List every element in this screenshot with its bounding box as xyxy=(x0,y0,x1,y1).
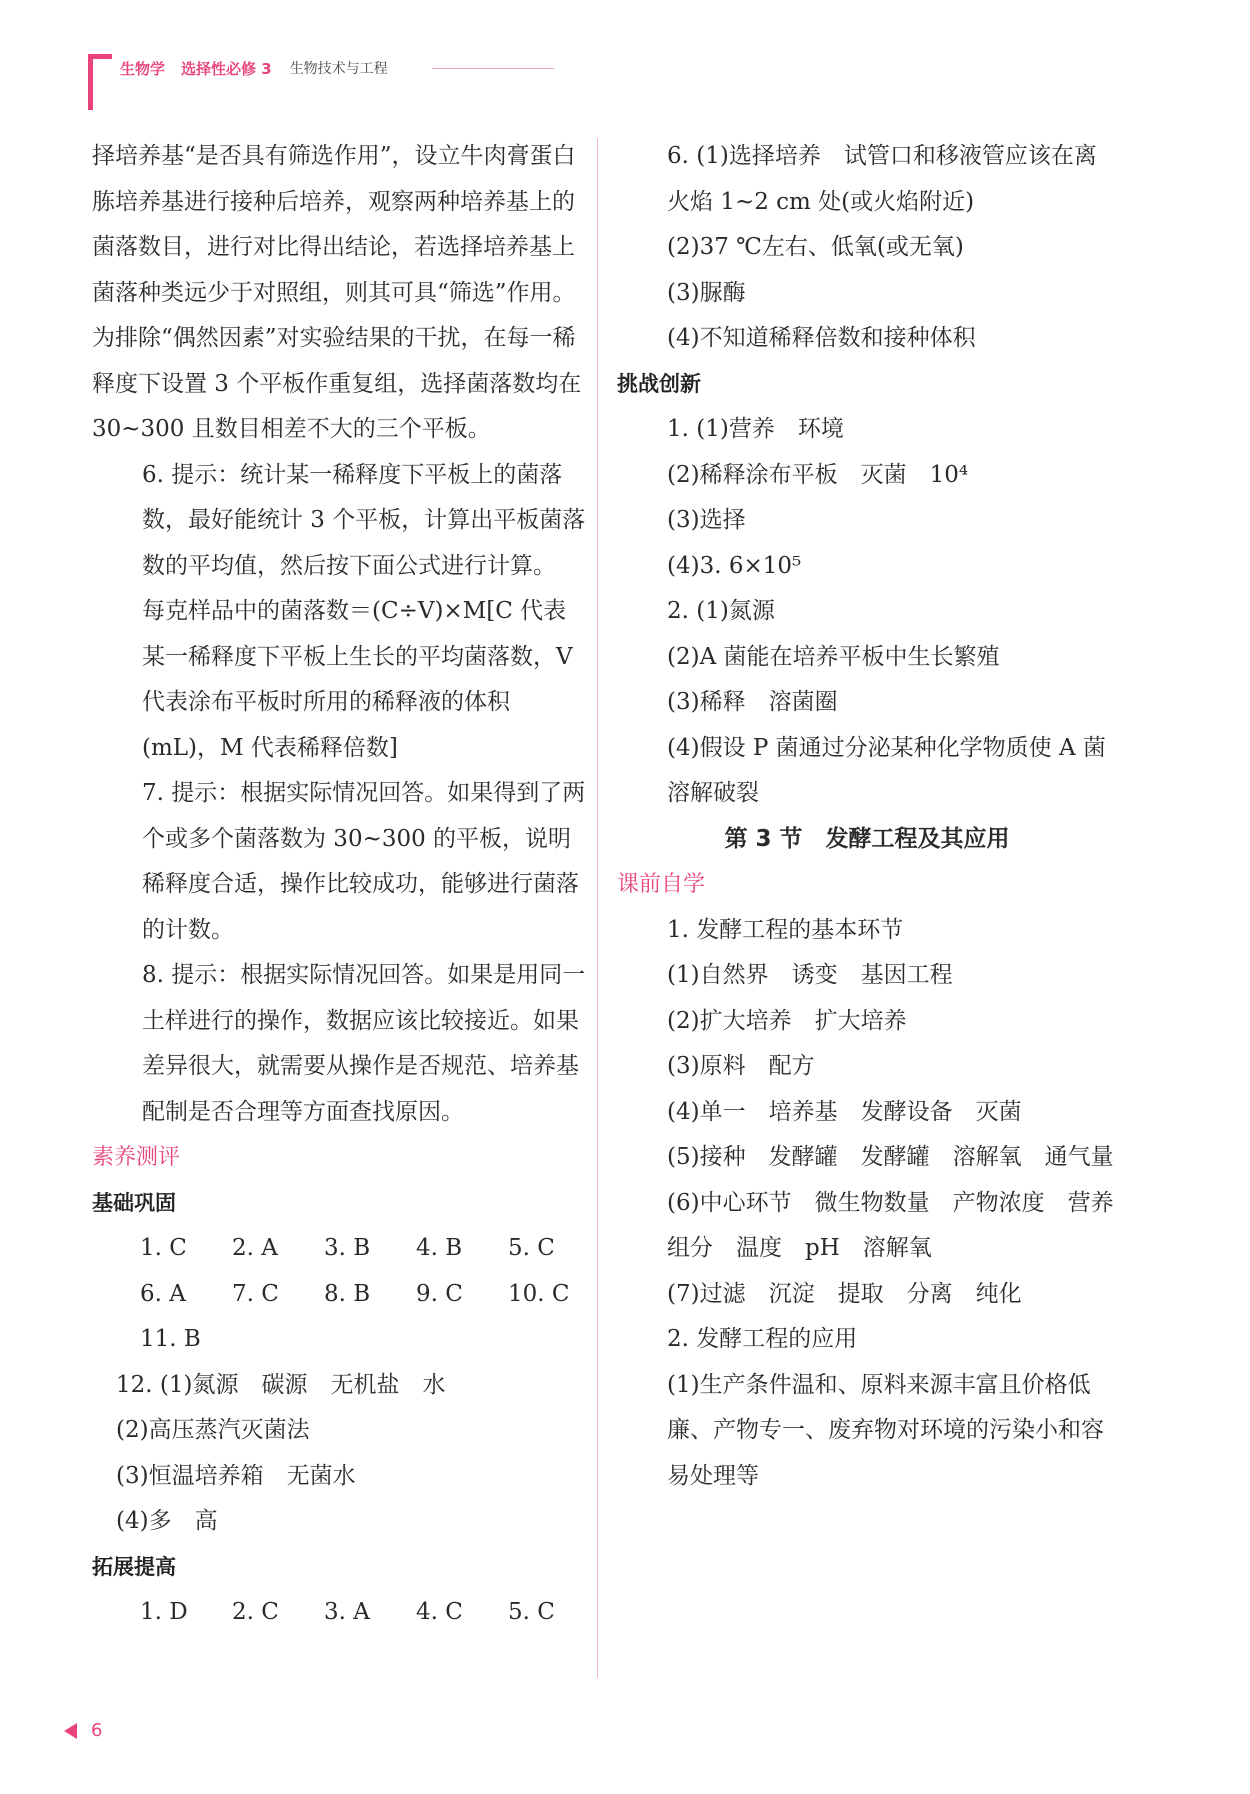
answer-grid-jichu-row3 xyxy=(92,1317,588,1363)
answer-grid-jichu-row2 xyxy=(92,1272,588,1318)
column-divider xyxy=(597,138,598,1678)
header-rule xyxy=(432,68,554,69)
answer-item: 4. B xyxy=(416,1235,463,1261)
answer-paragraph-5-cont: 择培养基“是否具有筛选作用”，设立牛肉膏蛋白胨培养基进行接种后培养，观察两种培养基上的菌落数目，进行对比得出结论，若选择培养基上菌落种类远少于对照组，则其可具“筛选”作用。为排除“偶然因素”对实验结果的干扰，在每一稀释度下设置 3 个平板作重复组，选择菌落数均在 30~300 且数目相差不大的三个平板。 xyxy=(92,143,582,442)
header-corner-mark-top xyxy=(88,54,112,59)
answer-item: 1. D xyxy=(140,1599,188,1625)
answer-6-4: (4)不知道稀释倍数和接种体积 xyxy=(667,325,976,351)
answer-item: 2. C xyxy=(232,1599,279,1625)
challenge-1-4: (4)3. 6×10⁵ xyxy=(667,552,802,579)
header-subject: 生物学 xyxy=(120,59,166,78)
answer-item: 9. C xyxy=(416,1280,463,1307)
left-column xyxy=(92,134,588,1636)
subheading-tiaozhan: 挑战创新 xyxy=(617,371,701,396)
challenge-2-1: 2. (1)氮源 xyxy=(667,598,775,624)
prestudy-1-1: (1)自然界 诱变 基因工程 xyxy=(667,962,953,988)
answer-item: 7. C xyxy=(232,1280,279,1307)
right-column xyxy=(617,134,1117,1499)
answer-item: 3. B xyxy=(324,1235,371,1261)
prestudy-1-7: (7)过滤 沉淀 提取 分离 纯化 xyxy=(667,1280,1022,1307)
triangle-left-icon xyxy=(64,1723,77,1739)
section-heading-kexian: 课前自学 xyxy=(617,872,706,897)
prestudy-1-3: (3)原料 配方 xyxy=(667,1053,815,1079)
answer-formula: 每克样品中的菌落数＝(C÷V)×M[C 代表某一稀释度下平板上生长的平均菌落数，V 代表涂布平板时所用的稀释液的体积(mL)，M 代表稀释倍数] xyxy=(142,598,573,761)
challenge-2-2: (2)A 菌能在培养平板中生长繁殖 xyxy=(667,643,1000,670)
answer-paragraph-8: 8. 提示：根据实际情况回答。如果是用同一土样进行的操作，数据应该比较接近。如果差异很大，就需要从操作是否规范、培养基配制是否合理等方面查找原因。 xyxy=(142,962,586,1125)
answer-grid-tuozhan-row1 xyxy=(92,1590,588,1636)
challenge-1-2: (2)稀释涂布平板 灭菌 10⁴ xyxy=(667,461,969,488)
answer-item: 6. A xyxy=(140,1280,186,1307)
challenge-2-3: (3)稀释 溶菌圈 xyxy=(667,689,838,715)
page-footer xyxy=(64,1720,102,1741)
answer-paragraph-6: 6. 提示：统计某一稀释度下平板上的菌落数，最好能统计 3 个平板，计算出平板菌落数的平均值，然后按下面公式进行计算。 xyxy=(142,461,586,579)
answer-item: 10. C xyxy=(508,1280,570,1307)
challenge-1-3: (3)选择 xyxy=(667,507,746,533)
answer-item: 11. B xyxy=(140,1326,201,1352)
page-number: 6 xyxy=(91,1720,103,1741)
subheading-jichu: 基础巩固 xyxy=(92,1190,176,1215)
answer-grid-jichu-row1 xyxy=(92,1226,588,1272)
answer-6-1: 6. (1)选择培养 试管口和移液管应该在离火焰 1~2 cm 处(或火焰附近) xyxy=(667,143,1097,215)
prestudy-1-4: (4)单一 培养基 发酵设备 灭菌 xyxy=(667,1098,1022,1125)
prestudy-1-5: (5)接种 发酵罐 发酵罐 溶解氧 通气量 xyxy=(667,1144,1114,1170)
answer-12-2: (2)高压蒸汽灭菌法 xyxy=(116,1417,310,1443)
answer-item: 2. A xyxy=(232,1235,278,1261)
answer-12-4: (4)多 高 xyxy=(116,1508,218,1534)
header-book: 选择性必修 3 xyxy=(181,59,272,78)
prestudy-1-6: (6)中心环节 微生物数量 产物浓度 营养组分 温度 pH 溶解氧 xyxy=(667,1189,1114,1261)
challenge-1-1: 1. (1)营养 环境 xyxy=(667,416,844,442)
prestudy-1: 1. 发酵工程的基本环节 xyxy=(667,916,904,943)
answer-paragraph-7: 7. 提示：根据实际情况回答。如果得到了两个或多个菌落数为 30~300 的平板，说明稀释度合适，操作比较成功，能够进行菌落的计数。 xyxy=(142,780,586,943)
challenge-2-4: (4)假设 P 菌通过分泌某种化学物质使 A 菌溶解破裂 xyxy=(667,734,1106,806)
answer-12-1: 12. (1)氮源 碳源 无机盐 水 xyxy=(116,1371,446,1398)
answer-12-3: (3)恒温培养箱 无菌水 xyxy=(116,1462,356,1489)
prestudy-2: 2. 发酵工程的应用 xyxy=(667,1326,858,1352)
answer-item: 1. C xyxy=(140,1235,187,1261)
answer-item: 8. B xyxy=(324,1280,371,1307)
answer-item: 3. A xyxy=(324,1599,370,1625)
header-corner-mark xyxy=(88,54,93,110)
answer-6-3: (3)脲酶 xyxy=(667,279,746,306)
section-title: 第 3 节 发酵工程及其应用 xyxy=(724,825,1010,852)
prestudy-2-1: (1)生产条件温和、原料来源丰富且价格低廉、产物专一、废弃物对环境的污染小和容易处理等 xyxy=(667,1371,1104,1489)
answer-item: 5. C xyxy=(508,1599,555,1625)
running-header xyxy=(120,56,388,80)
section-heading-suyang: 素养测评 xyxy=(92,1145,181,1170)
answer-item: 4. C xyxy=(416,1599,463,1625)
answer-item: 5. C xyxy=(508,1235,555,1261)
header-title: 生物技术与工程 xyxy=(289,61,388,77)
subheading-tuozhan: 拓展提高 xyxy=(92,1554,176,1579)
answer-6-2: (2)37 ℃左右、低氧(或无氧) xyxy=(667,234,964,260)
prestudy-1-2: (2)扩大培养 扩大培养 xyxy=(667,1007,907,1034)
